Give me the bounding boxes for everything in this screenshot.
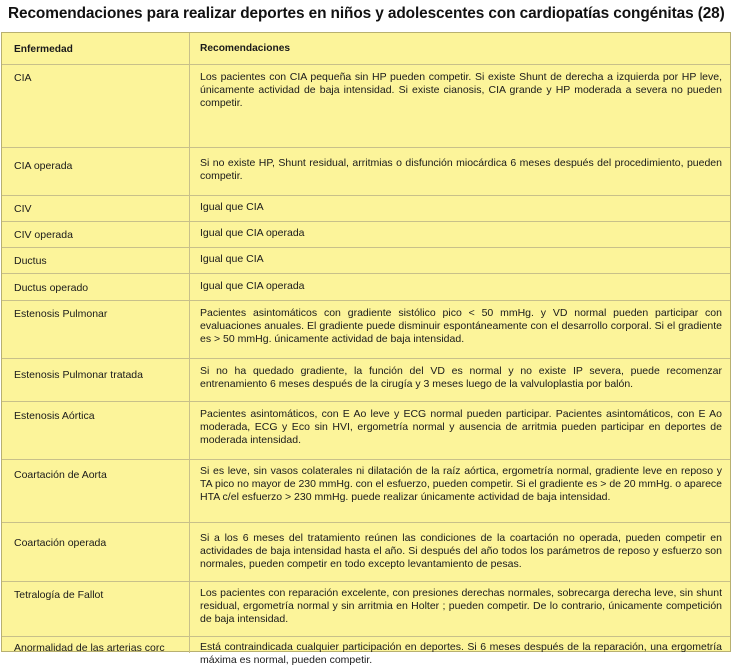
disease-cell xyxy=(2,359,190,402)
disease-cell xyxy=(2,274,190,301)
recommendation-cell xyxy=(190,65,730,148)
recommendation-cell xyxy=(190,460,730,523)
table-row xyxy=(2,195,730,222)
recommendation-text: Si es leve, sin vasos colaterales ni dilatación de la raíz aórtica, ergometría normal, gradiente leve en reposo y TA pico no mayor de 230 mmHg. con el esfuerzo, pueden competir. Si el gradiente es > de 20 mmHg. o aparece HTA c/el esfuerzo > 230 mmHg. puede realizar únicamente actividad de baja intensidad. xyxy=(200,465,722,503)
disease-name: Anormalidad de las arterias corc xyxy=(14,642,165,654)
disease-cell xyxy=(2,222,190,248)
recommendation-text: Si no existe HP, Shunt residual, arritmias o disfunción miocárdica 6 meses después del procedimiento, pueden competir. xyxy=(200,157,722,182)
recommendation-cell xyxy=(190,222,730,248)
recommendation-text: Los pacientes con CIA pequeña sin HP pueden competir. Si existe Shunt de derecha a izquierda por HP leve, únicamente actividad de baja intensidad. Si existe cianosis, CIA grande y HP moderada a severa no pueden competir. xyxy=(200,71,722,109)
disease-cell xyxy=(2,196,190,222)
disease-cell xyxy=(2,523,190,582)
recommendation-cell xyxy=(190,359,730,402)
recommendation-text: Si a los 6 meses del tratamiento reúnen las condiciones de la coartación no operada, pueden competir en actividades de baja intensidad hasta el año. Si después del año todos los parámetros de reposo y esfuerzo son normales, pueden competir en todo excepto levantamiento de pesas. xyxy=(200,532,722,570)
recommendation-text: Pacientes asintomáticos con gradiente sistólico pico < 50 mmHg. y VD normal pueden participar con evaluaciones anuales. El gradiente puede disminuir espontáneamente con el desarrollo corporal. Si el gradiente es > 50 mmHg. únicamente actividad de baja intensidad. xyxy=(200,307,722,345)
recommendation-text: Igual que CIA xyxy=(200,201,264,213)
table-row xyxy=(2,522,730,582)
disease-cell xyxy=(2,65,190,148)
table-row xyxy=(2,147,730,196)
recommendation-text: Pacientes asintomáticos, con E Ao leve y ECG normal pueden participar. Pacientes asintomáticos, con E Ao moderada, ECG y Eco sin HVI, ergometría normal y ausencia de arritmia pueden participar en deportes de moderada intensidad. xyxy=(200,408,722,446)
disease-name: Estenosis Pulmonar tratada xyxy=(14,369,143,381)
table-row xyxy=(2,300,730,359)
disease-name: Tetralogía de Fallot xyxy=(14,589,104,601)
disease-name: CIA operada xyxy=(14,160,73,172)
recommendation-text: Está contraindicada cualquier participación en deportes. Si 6 meses después de la reparación, una ergometría máxima es normal, pueden competir. xyxy=(200,641,722,666)
page-title: Recomendaciones para realizar deportes en niños y adolescentes con cardiopatías congénitas (28) xyxy=(8,5,725,22)
disease-name: CIV operada xyxy=(14,229,73,241)
table-row xyxy=(2,459,730,523)
disease-cell xyxy=(2,460,190,523)
disease-cell xyxy=(2,301,190,359)
recommendation-cell xyxy=(190,301,730,359)
header-label-disease: Enfermedad xyxy=(14,44,73,55)
recommendation-text: Igual que CIA operada xyxy=(200,280,305,292)
recommendation-text: Si no ha quedado gradiente, la función del VD es normal y no existe IP severa, puede recomenzar entrenamiento 6 meses después de la cirugía y 3 meses luego de la valvuloplastia por balón. xyxy=(200,365,722,390)
table-row xyxy=(2,581,730,637)
table-row xyxy=(2,636,730,666)
table-row xyxy=(2,64,730,148)
table-header-row xyxy=(2,33,730,64)
table-row xyxy=(2,247,730,274)
disease-name: Estenosis Pulmonar xyxy=(14,308,108,320)
recommendation-text: Igual que CIA operada xyxy=(200,227,305,239)
disease-name: CIV xyxy=(14,203,32,215)
disease-cell xyxy=(2,148,190,196)
table-row xyxy=(2,273,730,301)
recommendation-cell xyxy=(190,196,730,222)
recommendation-cell xyxy=(190,582,730,637)
recommendation-cell xyxy=(190,148,730,196)
disease-name: CIA xyxy=(14,72,32,84)
table-row xyxy=(2,401,730,460)
header-cell-recommendation xyxy=(190,33,730,64)
recommendation-cell xyxy=(190,637,730,666)
recommendation-cell xyxy=(190,274,730,301)
table-row xyxy=(2,221,730,248)
disease-cell xyxy=(2,637,190,653)
recommendation-text: Igual que CIA xyxy=(200,253,264,265)
table-row xyxy=(2,358,730,402)
header-cell-disease xyxy=(2,33,190,64)
disease-name: Coartación operada xyxy=(14,537,107,549)
recommendation-text: Los pacientes con reparación excelente, con presiones derechas normales, sobrecarga derecha leve, sin shunt residual, ergometría normal y sin arritmia en Holter ; pueden competir. De lo contrario, únicamente competición de baja intensidad. xyxy=(200,587,722,625)
header-label-recommendation: Recomendaciones xyxy=(200,43,291,54)
disease-name: Ductus operado xyxy=(14,282,89,294)
disease-cell xyxy=(2,402,190,460)
recommendation-cell xyxy=(190,248,730,274)
recommendations-table xyxy=(1,32,731,666)
disease-name: Estenosis Aórtica xyxy=(14,410,95,422)
disease-cell xyxy=(2,582,190,637)
recommendation-cell xyxy=(190,402,730,460)
disease-name: Coartación de Aorta xyxy=(14,469,107,481)
recommendation-cell xyxy=(190,523,730,582)
disease-cell xyxy=(2,248,190,274)
disease-name: Ductus xyxy=(14,255,47,267)
